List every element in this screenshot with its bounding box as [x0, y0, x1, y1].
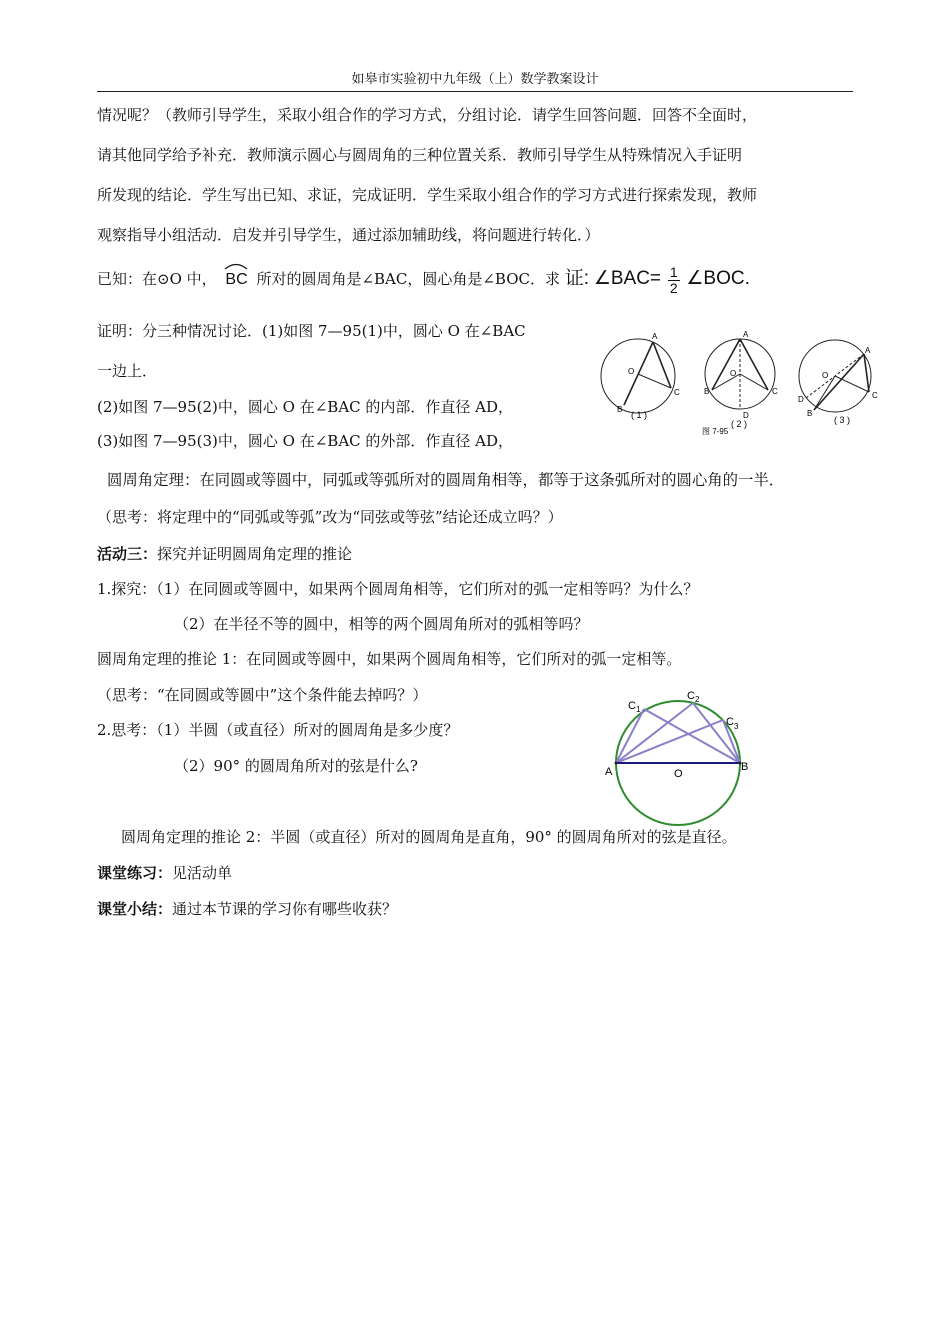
fraction-numerator: 1 [669, 263, 678, 280]
practice-text: 见活动单 [172, 864, 233, 882]
fraction-denominator: 2 [669, 279, 678, 296]
prove-lhs: ∠BAC= [593, 268, 662, 289]
label-a: A [865, 346, 871, 355]
label-d: D [743, 411, 749, 420]
figure-semicircle [600, 686, 760, 826]
figure-7-95 [598, 328, 888, 440]
sub-caption-1: ( 1 ) [631, 410, 648, 420]
activity-3 [97, 543, 352, 565]
classroom-practice [97, 862, 232, 884]
label-o: O [628, 367, 635, 376]
summary-label: 课堂小结： [97, 900, 173, 918]
prove-label: 证: [564, 268, 590, 289]
paragraph-line: 所发现的结论．学生写出已知、求证，完成证明．学生采取小组合作的学习方式进行探索发现，教师 [97, 186, 758, 204]
proof-line: 一边上． [97, 362, 158, 380]
label-b: B [617, 405, 623, 414]
label-b: B [741, 761, 749, 773]
label-o: O [674, 768, 683, 780]
label-c3-sub: 3 [734, 722, 739, 731]
label-c: C [674, 388, 680, 397]
prove-rhs: ∠BOC. [686, 268, 750, 289]
label-c1: C [628, 700, 636, 712]
figure-case-2 [704, 330, 778, 429]
theorem: 圆周角定理：在同圆或等圆中，同弧或等弧所对的圆周角相等，都等于这条弧所对的圆心角的一半． [107, 471, 785, 489]
given-statement [97, 262, 750, 297]
explore-q1: 1.探究：（1）在同圆或等圆中，如果两个圆周角相等，它们所对的弧一定相等吗？为什么？ [97, 580, 699, 598]
arc-label: BC [225, 271, 248, 288]
think-2: （思考：“在同圆或等圆中”这个条件能去掉吗？） [97, 686, 428, 704]
summary-text: 通过本节课的学习你有哪些收获？ [172, 900, 398, 918]
label-c3: C [726, 716, 734, 728]
label-c1-sub: 1 [636, 705, 641, 714]
label-a: A [605, 766, 613, 778]
label-o: O [730, 369, 737, 378]
label-b: B [704, 387, 710, 396]
classroom-summary [97, 898, 397, 920]
page-header [97, 71, 853, 92]
proof-line: (2)如图 7—95(2)中，圆心 O 在∠BAC 的内部．作直径 AD， [97, 398, 514, 416]
paragraph-line: 请其他同学给予补充．教师演示圆心与圆周角的三种位置关系．教师引导学生从特殊情况入手证明 [97, 146, 743, 164]
practice-label: 课堂练习： [97, 864, 173, 882]
proof-line: (3)如图 7—95(3)中，圆心 O 在∠BAC 的外部．作直径 AD， [97, 432, 514, 450]
corollary-1: 圆周角定理的推论 1：在同圆或等圆中，如果两个圆周角相等，它们所对的弧一定相等。 [97, 650, 682, 668]
label-c: C [872, 391, 878, 400]
think-3-q1: 2.思考：（1）半圆（或直径）所对的圆周角是多少度？ [97, 721, 459, 739]
paragraph-line: 情况呢？（教师引导学生，采取小组合作的学习方式，分组讨论．请学生回答问题．回答不全面时， [97, 106, 758, 124]
proof-line: 证明：分三种情况讨论．(1)如图 7—95(1)中，圆心 O 在∠BAC [97, 322, 526, 340]
header-title: 如皋市实验初中九年级（上）数学教案设计 [351, 72, 599, 87]
label-a: A [652, 332, 658, 341]
arc-symbol-icon [223, 262, 249, 270]
label-a: A [743, 330, 749, 339]
explore-q2: （2）在半径不等的圆中，相等的两个圆周角所对的弧相等吗？ [174, 615, 589, 633]
given-prefix: 已知：在⊙O 中， [97, 270, 217, 288]
sub-caption-2: ( 2 ) [731, 419, 748, 429]
activity-3-text: 探究并证明圆周角定理的推论 [157, 545, 353, 563]
think-1: （思考：将定理中的“同弧或等弧”改为“同弦或等弦”结论还成立吗？） [97, 508, 563, 526]
activity-3-label: 活动三： [97, 545, 158, 563]
corollary-2: 圆周角定理的推论 2：半圆（或直径）所对的圆周角是直角，90° 的圆周角所对的弦是直径。 [121, 828, 737, 846]
label-c: C [772, 387, 778, 396]
fraction-half [668, 265, 680, 296]
figure-caption: 图 7-95 [702, 427, 729, 436]
given-middle: 所对的圆周角是∠BAC，圆心角是∠BOC．求 [256, 270, 560, 288]
sub-caption-3: ( 3 ) [834, 415, 851, 425]
label-c2-sub: 2 [695, 695, 700, 704]
label-b: B [807, 409, 813, 418]
label-d: D [798, 395, 804, 404]
figure-case-3 [798, 340, 878, 425]
label-c2: C [687, 690, 695, 702]
arc-bc [221, 263, 251, 297]
paragraph-line: 观察指导小组活动．启发并引导学生，通过添加辅助线，将问题进行转化．） [97, 226, 600, 244]
chord-lines [616, 703, 740, 763]
label-o: O [822, 371, 829, 380]
think-3-q2: （2）90° 的圆周角所对的弦是什么? [174, 757, 418, 775]
figure-case-1 [601, 332, 680, 420]
